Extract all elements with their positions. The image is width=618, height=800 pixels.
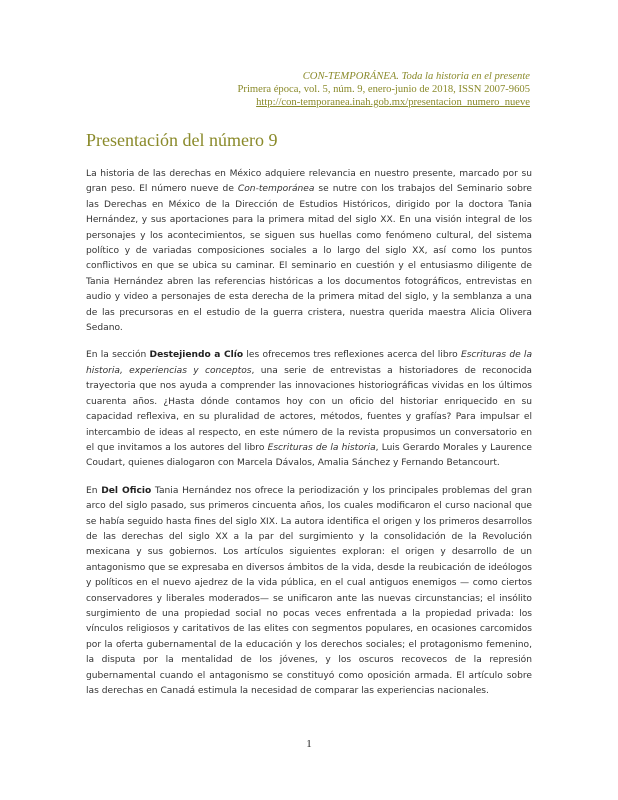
section-name-del-oficio: Del Oficio [101,485,152,496]
text-run: , Luis Gerardo Morales y Laurence Coudart, quienes dialogaron con Marcela Dávalos, Amalia Sánchez y Fernando Betancourt. [86,442,532,469]
article-body [86,167,532,711]
paragraph-destejiendo [86,348,532,471]
text-run: , una serie de entrevistas a historiadores de reconocida trayectoria que nos ayuda a comprender las innovaciones historiográficas vividas en los últimos cuarenta años. ¿Hasta dónde contamos hoy con un oficio del historiar enriquecido en su capacidad reflexiva, en su pluralidad de actores, métodos, fuentes y grafías? Para impulsar el intercambio de ideas al respecto, en este número de la revista propusimos un conversatorio en el que invitamos a los autores del libro [86,365,533,453]
text-run: La historia de las derechas en México adquiere relevancia en nuestro presente, marcado por su gran peso. El número nueve de [86,169,532,195]
text-run: En la sección [86,350,150,361]
journal-title: CON-TEMPORÁNEA. Toda la historia en el presente [302,71,530,82]
journal-header [238,70,530,109]
page-number: 1 [306,738,312,750]
article-link[interactable]: http://con-temporanea.inah.gob.mx/presentacion_numero_nueve [256,97,530,108]
book-title-italic: Escrituras de la historia [267,442,376,453]
journal-name-italic: Con-temporánea [237,184,315,195]
paragraph-intro [86,167,532,336]
text-run: les ofrecemos tres reflexiones acerca del libro [243,350,461,361]
page-title: Presentación del número 9 [86,130,278,150]
section-name-destejiendo: Destejiendo a Clío [149,350,244,361]
paragraph-del-oficio [86,484,532,700]
book-title-italic: Escrituras de la historia, experiencias y conceptos [86,350,533,376]
text-run: En [86,485,102,496]
text-run: Tania Hernández nos ofrece la periodización y los principales problemas del gran arco del siglo pasado, sus primeros cincuenta años, los cuales modificaron el curso nacional que se había seguido hasta fines del siglo XIX. La autora identifica el origen y los primeros desarrollos de las derechas del siglo XX a la par del surgimiento y la consolidación de la Revolución mexicana y sus gobiernos. Los artículos siguientes exploran: el origen y desarrollo de un antagonismo que se expresaba en diversos ámbitos de la vida, desde la reubicación de ideólogos y políticos en el nuevo ajedrez de la vida pública, en el cual antiguos enemigos — como ciertos conservadores y liberales moderados— se unificaron ante las nuevas circunstancias; el insólito surgimiento de una propiedad social no pocas veces enfrentada a la propiedad privada: los vínculos religiosos y caritativos de las elites con segmentos populares, en ocasiones carcomidos por la oferta gubernamental de la educación y los derechos sociales; el protagonismo femenino, la disputa por la mentalidad de los jóvenes, y los oscuros recovecos de la represión gubernamental cuando el antagonismo se constituyó como oposición armada. El artículo sobre las derechas en Canadá estimula la necesidad de comparar las experiencias nacionales. [86,485,532,696]
issue-info: Primera época, vol. 5, núm. 9, enero-junio de 2018, ISSN 2007-9605 [237,84,530,95]
text-run: se nutre con los trabajos del Seminario sobre las Derechas en México de la Dirección de Estudios Históricos, dirigido por la doctora Tania Hernández, y sus aportaciones para la primera mitad del siglo XX. En una visión integral de los personajes y los acontecimientos, se siguen sus huellas como fenómeno cultural, del sistema político y de variadas composiciones sociales a lo largo del siglo XX, así como los puntos conflictivos en que se ubica su caminar. El seminario en cuestión y el entusiasmo diligente de Tania Hernández abren las referencias históricas a los documentos fotográficos, entrevistas en audio y video a personajes de esta derecha de la primera mitad del siglo, y la semblanza a una de las precursoras en el estudio de la guerra cristera, nuestra querida maestra Alicia Olivera Sedano. [86,184,532,334]
